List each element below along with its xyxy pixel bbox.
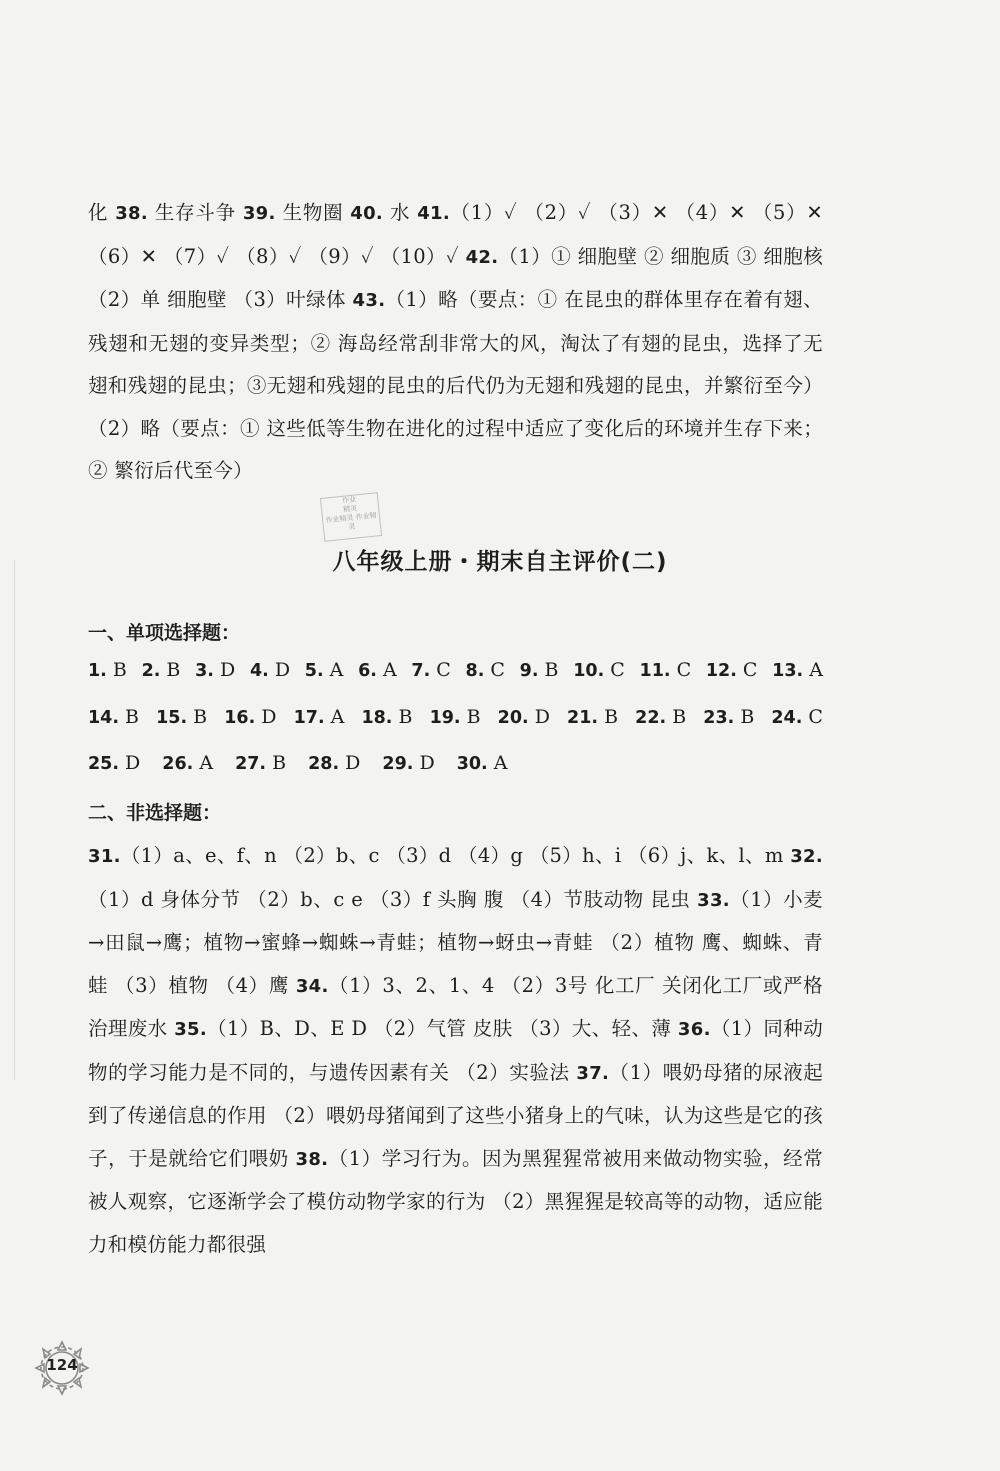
- question-number: 14.: [88, 708, 120, 728]
- question-number: 10.: [573, 661, 605, 681]
- question-number: 9.: [519, 661, 539, 681]
- answer-letter: A: [803, 659, 823, 681]
- answer-letter: B: [538, 659, 559, 681]
- single-choice-heading: 一、单项选择题：: [88, 622, 241, 644]
- answer-letter: B: [460, 706, 481, 728]
- answer-letter: A: [487, 752, 508, 774]
- question-number: 21.: [567, 708, 599, 728]
- question-number: 4.: [249, 661, 269, 681]
- choice-answer: [156, 706, 207, 728]
- question-number: 41.: [417, 203, 451, 224]
- answer-text: （1）学习行为。因为黑猩猩常被用来做动物实验，经常被人观察，它逐渐学会了模仿动物学家的行为 （2）黑猩猩是较高等的动物，适应能力和模仿能力都很强: [88, 1146, 823, 1256]
- question-number: 18.: [361, 708, 393, 728]
- choice-answer: [294, 706, 345, 728]
- answer-letter: A: [323, 659, 344, 681]
- choice-answers-row: [88, 752, 823, 774]
- question-number: 12.: [705, 661, 737, 681]
- question-number: 19.: [429, 708, 461, 728]
- choice-answer: [88, 706, 139, 728]
- answer-letter: A: [324, 706, 345, 728]
- scan-edge-line: [14, 560, 15, 1080]
- question-number: 6.: [358, 661, 377, 681]
- question-number: 15.: [156, 708, 188, 728]
- choice-answer: [224, 706, 276, 728]
- answer-letter: B: [666, 706, 687, 728]
- choice-answers-row: [88, 706, 823, 728]
- choice-answer: [498, 706, 550, 728]
- stamp-mark: 作业 精灵 作业精灵 作业精灵: [320, 492, 382, 542]
- choice-answer: [771, 706, 823, 728]
- non-choice-heading: 二、非选择题：: [88, 802, 222, 824]
- question-number: 20.: [497, 708, 529, 728]
- question-number: 23.: [703, 708, 735, 728]
- choice-answer: [411, 659, 450, 681]
- section-title: 八年级上册・期末自主评价(二): [332, 549, 668, 575]
- question-number: 28.: [308, 754, 340, 774]
- question-number: 1.: [88, 661, 107, 681]
- answer-letter: B: [734, 706, 755, 728]
- question-number: 40.: [350, 203, 384, 224]
- answer-letter: B: [106, 659, 127, 681]
- choice-answer: [520, 659, 559, 681]
- answer-letter: A: [376, 659, 397, 681]
- question-number: 38.: [295, 1148, 329, 1170]
- question-number: 25.: [88, 754, 120, 774]
- answer-text: （1）同种动物的学习能力是不同的，与遗传因素有关 （2）实验法: [88, 1017, 823, 1084]
- answer-letter: B: [266, 752, 287, 774]
- answer-letter: C: [736, 659, 758, 681]
- answer-letter: C: [670, 659, 692, 681]
- answer-letter: C: [484, 659, 505, 681]
- choice-answer: [162, 752, 213, 774]
- answer-letter: B: [598, 706, 619, 728]
- answer-text: （1）喂奶母猪的尿液起到了传递信息的作用 （2）喂奶母猪闻到了这些小猪身上的气味，认为这些是它的孩子，于是就给它们喂奶: [88, 1060, 823, 1170]
- question-number: 24.: [771, 708, 803, 728]
- answer-text: （1）小麦→田鼠→鹰；植物→蜜蜂→蜘蛛→青蛙；植物→蚜虫→青蛙 （2）植物 鹰、蜘蛛、青蛙 （3）植物 （4）鹰: [88, 887, 823, 997]
- answer-text: （1）① 细胞壁 ② 细胞质 ③ 细胞核 （2）单 细胞壁 （3）叶绿体: [88, 244, 823, 311]
- choice-answer: [567, 706, 618, 728]
- question-number: 3.: [195, 661, 214, 681]
- question-number: 5.: [304, 661, 324, 681]
- answer-letter: A: [193, 752, 214, 774]
- answer-letter: C: [430, 659, 451, 681]
- question-number: 43.: [352, 290, 386, 311]
- choice-answer: [358, 659, 397, 681]
- question-number: 16.: [224, 708, 256, 728]
- choice-answer: [430, 706, 481, 728]
- question-number: 30.: [456, 754, 488, 774]
- choice-answer: [250, 659, 290, 681]
- answer-letter: C: [604, 659, 625, 681]
- answer-text: 化: [88, 201, 116, 224]
- choice-answer: [457, 752, 508, 774]
- question-number: 27.: [235, 754, 267, 774]
- question-number: 38.: [115, 203, 148, 224]
- answers-continued-paragraph: [88, 192, 823, 493]
- question-number: 36.: [677, 1019, 711, 1040]
- choice-answer: [772, 659, 823, 681]
- question-number: 39.: [242, 203, 276, 224]
- answer-letter: B: [119, 706, 140, 728]
- choice-answer: [640, 659, 692, 681]
- question-number: 33.: [697, 889, 730, 911]
- answer-text: （1）a、e、f、n （2）b、c （3）d （4）g （5）h、i （6）j、k、l、m: [120, 844, 791, 867]
- non-choice-answers-paragraph: [88, 835, 823, 1266]
- question-number: 34.: [295, 975, 329, 997]
- question-number: 13.: [772, 661, 804, 681]
- answer-text: （1）d 身体分节 （2）b、c e （3）f 头胸 腹 （4）节肢动物 昆虫: [88, 887, 698, 911]
- answer-text: （1）3、2、1、4 （2）3号 化工厂 关闭化工厂或严格治理废水: [88, 973, 823, 1040]
- answer-text: 生存斗争: [147, 201, 243, 224]
- choice-answer: [382, 752, 434, 774]
- choice-answer: [195, 659, 235, 681]
- choice-answer: [308, 752, 360, 774]
- choice-answer: [466, 659, 505, 681]
- answer-text: 生物圈: [275, 201, 351, 224]
- page-number: 124: [46, 1356, 78, 1374]
- choice-answer: [703, 706, 754, 728]
- question-number: 29.: [382, 754, 414, 774]
- choice-answer: [305, 659, 344, 681]
- answer-letter: B: [187, 706, 208, 728]
- answer-letter: D: [339, 752, 361, 774]
- question-number: 42.: [465, 246, 499, 268]
- question-number: 22.: [635, 708, 667, 728]
- answer-letter: D: [413, 752, 435, 774]
- answer-text: 水: [383, 201, 418, 224]
- question-number: 31.: [88, 846, 121, 867]
- answer-letter: D: [213, 659, 236, 681]
- choice-answer: [706, 659, 758, 681]
- question-number: 17.: [293, 708, 325, 728]
- choice-answer: [142, 659, 181, 681]
- answer-letter: D: [119, 752, 141, 774]
- question-number: 2.: [141, 661, 161, 681]
- answer-text: （1）略（要点：① 在昆虫的群体里存在着有翅、残翅和无翅的变异类型；② 海岛经常刮非常大的风，淘汰了有翅的昆虫，选择了无翅和残翅的昆虫；③无翅和残翅的昆虫的后代仍为无翅和残翅的昆虫，并繁衍至今） （2）略（要点：① 这些低等生物在进化的过程中适应了变化后的环境并生存下来；② 繁衍后代至今）: [88, 288, 823, 482]
- answer-text: （1）B、D、E D （2）气管 皮肤 （3）大、轻、薄: [206, 1017, 678, 1040]
- choice-answer: [88, 752, 140, 774]
- answer-letter: B: [160, 659, 181, 681]
- question-number: 11.: [639, 661, 671, 681]
- question-number: 35.: [174, 1019, 207, 1040]
- question-number: 8.: [465, 661, 485, 681]
- question-number: 32.: [790, 846, 823, 867]
- answer-letter: D: [268, 659, 291, 681]
- answer-letter: B: [392, 706, 413, 728]
- question-number: 37.: [576, 1062, 610, 1084]
- choice-answers-row: [88, 659, 823, 681]
- choice-answer: [361, 706, 412, 728]
- answer-text: （1）✓ （2）✓ （3）✕ （4）✕ （5）✕ （6）✕ （7）✓ （8）✓ （9）✓ （10）✓: [88, 201, 823, 268]
- answer-letter: D: [528, 706, 550, 728]
- choice-answer: [573, 659, 625, 681]
- page-number-badge: [30, 1338, 94, 1398]
- answer-letter: C: [802, 706, 823, 728]
- question-number: 7.: [411, 661, 431, 681]
- choice-answer: [88, 659, 127, 681]
- question-number: 26.: [162, 754, 194, 774]
- answer-letter: D: [255, 706, 277, 728]
- choice-answer: [635, 706, 686, 728]
- choice-answer: [235, 752, 286, 774]
